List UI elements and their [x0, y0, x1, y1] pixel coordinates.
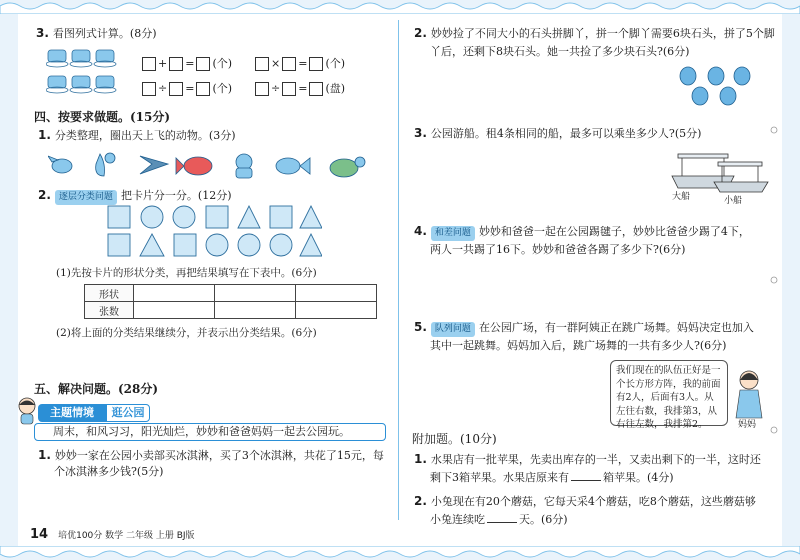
- answer-box[interactable]: [255, 82, 269, 96]
- theme-banner-topic: 逛公园: [106, 404, 150, 422]
- question-r5-line2: 其中一起跳舞。妈妈加入后，跳广场舞的一共有多少人?(6分): [430, 339, 727, 352]
- answer-box[interactable]: [142, 57, 156, 71]
- mom-label: 妈妈: [738, 420, 757, 430]
- bonus-question-1: 1. 水果店有一批苹果，先卖出库存的一半，又卖出剩下的一半，这时还: [414, 452, 761, 466]
- answer-box[interactable]: [309, 82, 323, 96]
- table-cell[interactable]: [134, 302, 215, 319]
- answer-box[interactable]: [196, 82, 210, 96]
- table-cell[interactable]: [296, 302, 377, 319]
- story-box: 周末，和风习习，阳光灿烂，妙妙和爸爸妈妈一起去公园玩。: [34, 423, 386, 441]
- table-cell[interactable]: [215, 285, 296, 302]
- cakes-plates-icon: [46, 44, 122, 98]
- table-header-shape: 形状: [85, 285, 134, 302]
- question-4-2: 2. 逐层分类问题 把卡片分一分。(12分): [38, 188, 232, 205]
- classification-table: [84, 284, 377, 319]
- theme-banner: [38, 404, 146, 422]
- animals-row-icon: [48, 148, 378, 182]
- answer-box[interactable]: [169, 57, 183, 71]
- speech-bubble: 我们现在的队伍正好是一个长方形方阵，我的前面有2人，后面有3人。从左往右数，我排第3，从右往左数，我排第2。: [610, 360, 728, 426]
- table-cell[interactable]: [134, 285, 215, 302]
- question-3: 3. 看图列式计算。(8分): [36, 26, 157, 40]
- section-5-heading: 五、解决问题。(28分): [34, 382, 159, 396]
- answer-box[interactable]: [282, 82, 296, 96]
- answer-box[interactable]: [282, 57, 296, 71]
- girl-avatar-icon: [16, 396, 38, 426]
- top-wave-border: [0, 0, 800, 14]
- answer-box[interactable]: [196, 57, 210, 71]
- theme-banner-label: 主题情境: [38, 404, 106, 422]
- answer-box[interactable]: [142, 82, 156, 96]
- question-5-1: 1. 妙妙一家在公园小卖部买冰淇淋，买了3个冰淇淋，共花了15元，每: [38, 448, 384, 462]
- equation-row-2: ÷ = (个) ÷ = (盘): [140, 80, 345, 96]
- page-footer: 14 培优100分 数学 二年级 上册 BJ版: [30, 527, 195, 542]
- answer-blank[interactable]: [571, 470, 601, 481]
- shape-cards-icon: [106, 204, 322, 260]
- question-r2-line2: 丫后，还剩下8块石头。她一共捡了多少块石头?(6分): [430, 45, 690, 58]
- bonus-question-2-line2: 小兔连续吃 天。(6分): [430, 513, 568, 526]
- table-header-count: 张数: [85, 302, 134, 319]
- question-5-1-line2: 个冰淇淋多少钱?(5分): [54, 465, 164, 478]
- question-4-2-part-2: (2)将上面的分类结果继续分，并表示出分类结果。(6分): [56, 327, 317, 339]
- footprints-icon: [676, 66, 756, 106]
- question-r4: 4. 和差问题 妙妙和爸爸一起在公园踢毽子，妙妙比爸爸少踢了4下，: [414, 224, 750, 241]
- answer-box[interactable]: [255, 57, 269, 71]
- question-r4-line2: 两人一共踢了16下。妙妙和爸爸各踢了多少下?(6分): [430, 243, 686, 256]
- answer-blank[interactable]: [487, 512, 517, 523]
- question-r2: 2. 妙妙捡了不同大小的石头拼脚丫，拼一个脚丫需要6块石头，拼了5个脚: [414, 26, 775, 40]
- equation-row-1: + = (个) × = (个): [140, 55, 345, 71]
- strategy-tag: 队列问题: [431, 322, 475, 337]
- page-number: 14: [30, 527, 49, 542]
- bonus-question-2: 2. 小兔现在有20个蘑菇，它每天采4个蘑菇，吃8个蘑菇，这些蘑菇够: [414, 494, 756, 508]
- bonus-heading: 附加题。(10分): [412, 432, 497, 446]
- strategy-tag: 和差问题: [431, 226, 475, 241]
- bonus-question-1-line2: 剩下3箱苹果。水果店原来有 箱苹果。(4分): [430, 471, 674, 484]
- side-cut-marks: [770, 40, 778, 510]
- answer-box[interactable]: [309, 57, 323, 71]
- question-r5: 5. 队列问题 在公园广场，有一群阿姨正在跳广场舞。妈妈决定也加入: [414, 320, 754, 337]
- big-boat-label: 大船: [672, 192, 691, 202]
- bottom-wave-border: [0, 546, 800, 560]
- column-divider: [398, 20, 399, 520]
- table-cell[interactable]: [296, 285, 377, 302]
- question-r3: 3. 公园游船。租4条相同的船，最多可以乘坐多少人?(5分): [414, 126, 702, 140]
- strategy-tag: 逐层分类问题: [55, 190, 117, 205]
- section-4-heading: 四、按要求做题。(15分): [34, 110, 171, 124]
- table-cell[interactable]: [215, 302, 296, 319]
- mom-figure-icon: [732, 368, 766, 420]
- answer-box[interactable]: [169, 82, 183, 96]
- small-boat-label: 小船: [724, 196, 743, 206]
- question-4-2-part-1: (1)先按卡片的形状分类，再把结果填写在下表中。(6分): [56, 267, 317, 279]
- question-4-1: 1. 分类整理，圈出天上飞的动物。(3分): [38, 128, 236, 142]
